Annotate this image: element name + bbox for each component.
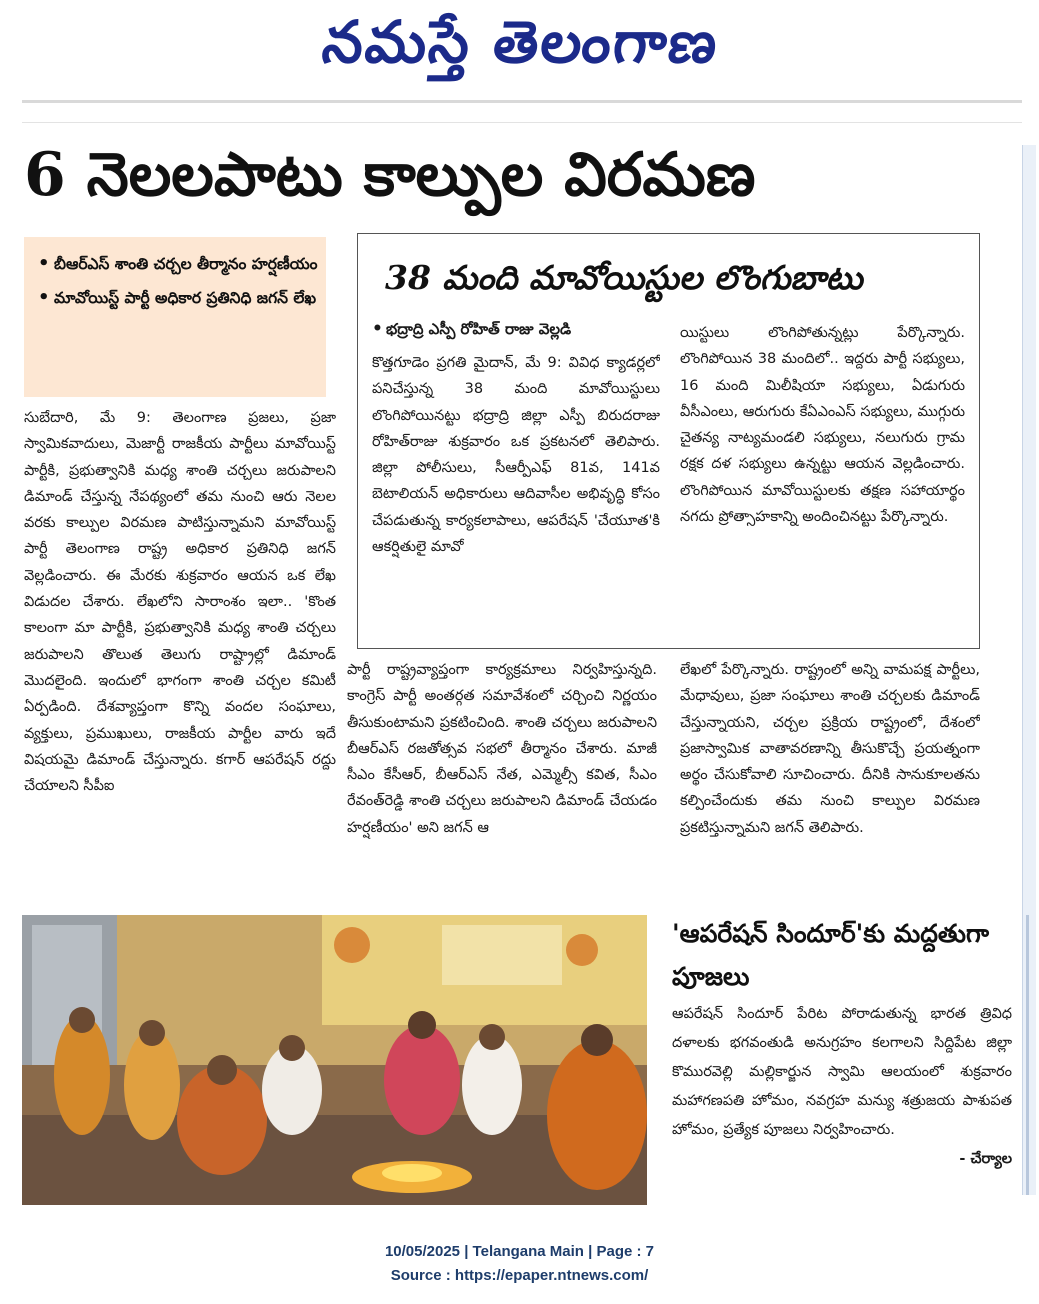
highlight-item: • మావోయిస్ట్ పార్టీ అధికార ప్రతినిధి జగన్ లేఖ [38, 281, 318, 315]
masthead [0, 8, 1039, 83]
page-footer [0, 1240, 1039, 1288]
side-story-body [672, 1000, 1012, 1174]
page-edge-strip [1022, 145, 1036, 1195]
highlights-box [24, 237, 326, 397]
highlight-item: • బీఆర్ఎస్ శాంతి చర్చల తీర్మానం హర్షణీయం [38, 247, 318, 281]
side-story-border [1026, 915, 1029, 1195]
article-text: సుబేదారి, మే 9: తెలంగాణ ప్రజలు, ప్రజా స్వామికవాదులు, మెజార్టీ రాజకీయ పార్టీలు మావోయిస్ట్ పార్టీకి, ప్రభుత్వానికి మధ్య శాంతి చర్చలు జరుపాలని డిమాండ్ చేస్తున్న నేపథ్యంలో తమ నుంచి ఆరు నెలల వరకు కాల్పుల విరమణ పాటిస్తున్నామని మావోయిస్ట్ పార్టీ తెలంగాణ రాష్ట్ర అధికార ప్రతినిధి జగన్ వెల్లడించారు. ఈ మేరకు శుక్రవారం ఆయన ఒక లేఖ విడుదల చేశారు. లేఖలోని సారాంశం ఇలా.. 'కొంత కాలంగా మా పార్టీకి, ప్రభుత్వానికి మధ్య శాంతి చర్చలు జరుపాలని తొలుత తెలుగు రాష్ట్రాల్లో డిమాండ్ మొదలైంది. ఇందులో భాగంగా శాంతి చర్చల కమిటీ ఏర్పడింది. దేశవ్యాప్తంగా కొన్ని వందల సంఘాలు, వ్యక్తులు, ప్రముఖులు, రాజకీయ పార్టీల వారు ఇదే విషయమై డిమాండ్ చేస్తున్నారు. కగార్ ఆపరేషన్ రద్దు చేయాలని సీపీఐ [24, 410, 336, 795]
side-story-text: ఆపరేషన్ సిందూర్ పేరిట పోరాడుతున్న భారత త్రివిధ దళాలకు భగవంతుడి అనుగ్రహం కలగాలని సిద్దిపేట జిల్లా కొమురవెల్లి మల్లికార్జున స్వామి ఆలయంలో శుక్రవారం మహాగణపతి హోమం, నవగ్రహ మన్యు శత్రుజయ పాశుపత హోమం, ప్రత్యేక పూజలు నిర్వహించారు. [672, 1006, 1012, 1138]
article-text: కొత్తగూడెం ప్రగతి మైదాన్, మే 9: వివిధ క్యాడర్లలో పనిచేస్తున్న 38 మంది మావోయిస్టులు లొంగిపోయినట్టు భద్రాద్రి జిల్లా ఎస్పీ బిరుదరాజు రోహిత్‌రాజు శుక్రవారం ఒక ప్రకటనలో తెలిపారు. జిల్లా పోలీసులు, సీఆర్పీఎఫ్ 81వ, 141వ బెటాలియన్ అధికారులు ఆదివాసీల అభివృద్ధి కోసం చేపడుతున్న కార్యకలాపాలు, ఆపరేషన్ 'చేయూత'కి ఆకర్షితులై మావో [372, 355, 660, 556]
photo-illustration [22, 915, 647, 1205]
masthead-rule [22, 100, 1022, 103]
article-text: లేఖలో పేర్కొన్నారు. రాష్ట్రంలో అన్ని వామపక్ష పార్టీలు, మేధావులు, ప్రజా సంఘాలు శాంతి చర్చలకు డిమాండ్ చేస్తున్నాయని, చర్చల ప్రక్రియ రాష్ట్రంలో, దేశంలో ప్రజాస్వామిక వాతావరణాన్ని తీసుకొచ్చే ప్రయత్నంగా అర్థం చేసుకోవాలి సూచించారు. దీనికి సానుకూలతను కల్పించేందుకు తమ నుంచి కాల్పుల విరమణ ప్రకటిస్తున్నామని జగన్ తెలిపారు. [680, 662, 980, 836]
article-column-1 [24, 405, 336, 875]
article-column-3 [680, 657, 980, 879]
masthead-title: నమస్తే తెలంగాణ [318, 8, 722, 76]
boxed-story-column-1 [372, 350, 660, 640]
article-text: యిస్టులు లొంగిపోతున్నట్లు పేర్కొన్నారు. లొంగిపోయిన 38 మందిలో.. ఇద్దరు పార్టీ సభ్యులు, 16 మంది మిలీషియా సభ్యులు, ఏడుగురు వీసీఎంలు, ఆరుగురు కేఏఎంఎస్ సభ్యులు, ముగ్గురు చైతన్య నాట్యమండలి సభ్యులు, నలుగురు గ్రామ రక్షక దళ సభ్యులు ఉన్నట్టు ఆయన వెల్లడించారు. లొంగిపోయిన మావోయిస్టులకు తక్షణ సహాయార్థం నగదు ప్రోత్సాహకాన్ని అందించినట్టు పేర్కొన్నారు. [680, 325, 965, 526]
boxed-story-bullet: • భద్రాద్రి ఎస్పీ రోహిత్ రాజు వెల్లడి [372, 320, 662, 346]
masthead-rule-thin [22, 122, 1022, 123]
footer-date-page: 10/05/2025 | Telangana Main | Page : 7 [384, 1243, 655, 1260]
boxed-story-column-2 [680, 320, 965, 640]
side-story-headline: 'ఆపరేషన్ సిందూర్'కు మద్దతుగా పూజలు [672, 919, 989, 991]
footer-source[interactable]: Source : https://epaper.ntnews.com/ [390, 1267, 649, 1284]
article-text: పార్టీ రాష్ట్రవ్యాప్తంగా కార్యక్రమాలు నిర్వహిస్తున్నది. కాంగ్రెస్ పార్టీ అంతర్గత సమావేశంలో చర్చించి నిర్ణయం తీసుకుంటామని ప్రకటించింది. శాంతి చర్చలు జరుపాలని బీఆర్ఎస్ రజతోత్సవ సభలో తీర్మానం చేశారు. మాజీ సీఎం కేసీఆర్, బీఆర్ఎస్ నేత, ఎమ్మెల్సీ కవిత, సీఎం రేవంత్‌రెడ్డి శాంతి చర్చలు జరుపాలని డిమాండ్ చేయడం హర్షణీయం' అని జగన్ ఆ [347, 662, 657, 836]
temple-puja-photo [22, 915, 647, 1205]
side-story-credit: - చేర్యాల [959, 1151, 1012, 1167]
main-headline: 6 నెలలపాటు కాల్పుల విరమణ [24, 140, 756, 210]
article-column-2 [347, 657, 657, 879]
boxed-story-headline: 38 మంది మావోయిస్టుల లొంగుబాటు [385, 258, 863, 297]
